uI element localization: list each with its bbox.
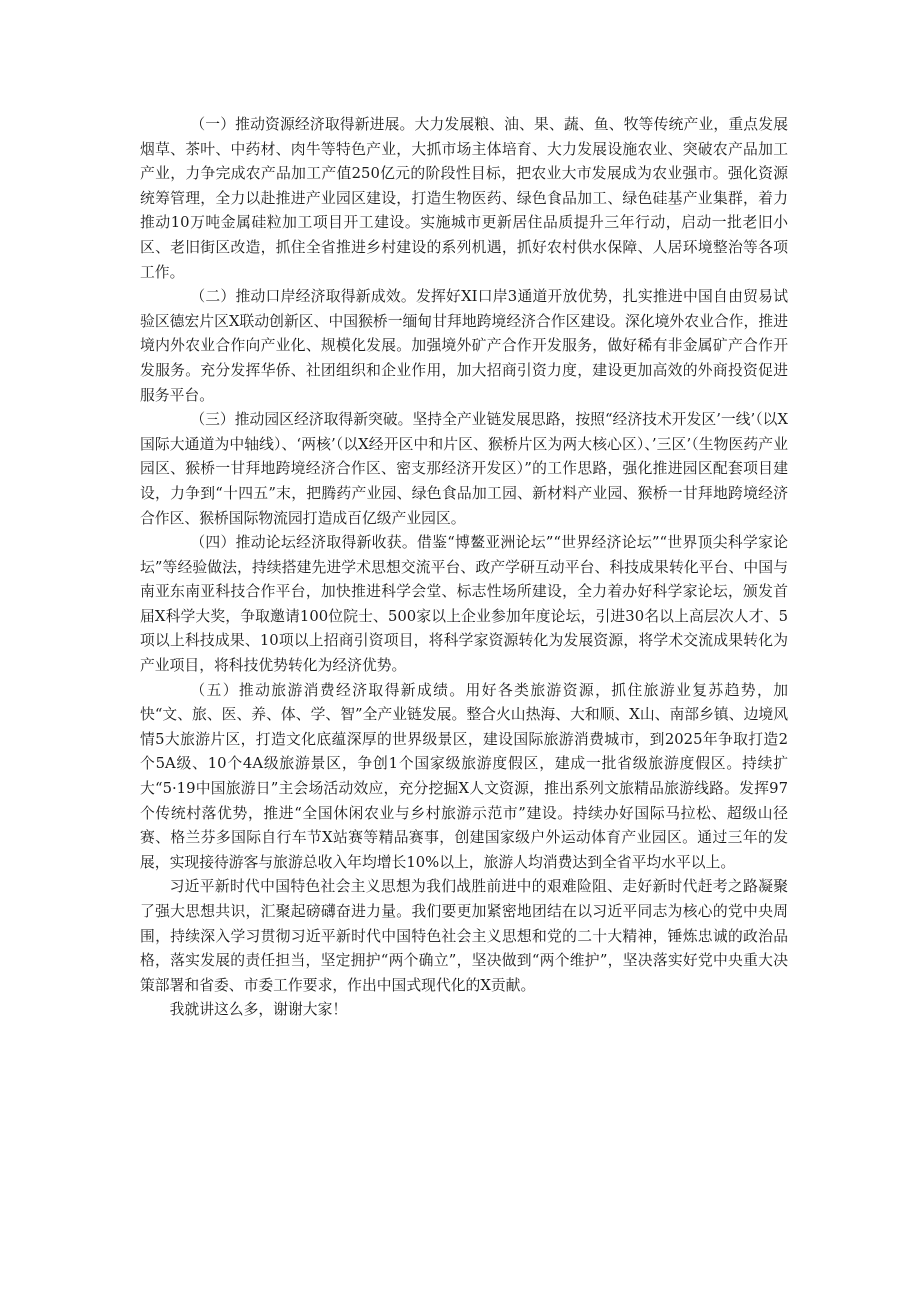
paragraph-section-5: （五）推动旅游消费经济取得新成绩。用好各类旅游资源，抓住旅游业复苏趋势，加快“文、旅、医、养、体、学、智”全产业链发展。整合火山热海、大和顺、X山、南部乡镇、边境风情5大旅游片区，打造文化底蕴深厚的世界级景区，建设国际旅游消费城市，到2025年争取打造2个5A级、10个4A级旅游景区，争创1个国家级旅游度假区，建成一批省级旅游度假区。持续扩大“5·19中国旅游日”主会场活动效应，充分挖掘X人文资源，推出系列文旅精品旅游线路。发挥97个传统村落优势，推进“全国休闲农业与乡村旅游示范市”建设。持续办好国际马拉松、超级山径赛、格兰芬多国际自行车节X站赛等精品赛事，创建国家级户外运动体育产业园区。通过三年的发展，实现接待游客与旅游总收入年均增长10%以上，旅游人均消费达到全省平均水平以上。: [140, 681, 788, 871]
paragraph-closing: 我就讲这么多，谢谢大家！: [169, 1001, 348, 1019]
paragraph-section-4: （四）推动论坛经济取得新收获。借鉴“博鳌亚洲论坛”“世界经济论坛”“世界顶尖科学家论坛”等经验做法，持续搭建先进学术思想交流平台、政产学研互动平台、科技成果转化平台、中国与南亚东南亚科技合作平台，加快推进科学会堂、标志性场所建设，全力着办好科学家论坛，颁发首届X科学大奖，争取邀请100位院士、500家以上企业参加年度论坛，引进30名以上高层次人才、5项以上科技成果、10项以上招商引资项目，将科学家资源转化为发展资源，将学术交流成果转化为产业项目，将科技优势转化为经济优势。: [140, 534, 788, 675]
paragraph-section-1: （一）推动资源经济取得新进展。大力发展粮、油、果、蔬、鱼、牧等传统产业，重点发展烟草、茶叶、中药材、肉牛等特色产业，大抓市场主体培育、大力发展设施农业、突破农产品加工产业，力争完成农产品加工产值250亿元的阶段性目标，把农业大市发展成为农业强市。强化资源统筹管理，全力以赴推进产业园区建设，打造生物医药、绿色食品加工、绿色硅基产业集群，着力推动10万吨金属硅粒加工项目开工建设。实施城市更新居住品质提升三年行动，启动一批老旧小区、老旧街区改造，抓住全省推进乡村建设的系列机遇，抓好农村供水保障、人居环境整治等各项工作。: [140, 116, 788, 281]
paragraph-section-2: （二）推动口岸经济取得新成效。发挥好XI口岸3通道开放优势，扎实推进中国自由贸易试验区德宏片区X联动创新区、中国猴桥一缅甸甘拜地跨境经济合作区建设。深化境外农业合作，推进境内外农业合作向产业化、规模化发展。加强境外矿产合作开发服务，做好稀有非金属矿产合作开发服务。充分发挥华侨、社团组织和企业作用，加大招商引资力度，建设更加高效的外商投资促进服务平台。: [140, 288, 788, 404]
paragraph-section-3: （三）推动园区经济取得新突破。坚持全产业链发展思路，按照“经济技术开发区’一线’（以X国际大通道为中轴线）、‘两核’（以X经开区中和片区、猴桥片区为两大核心区）、’三区’（生物医药产业园区、猴桥一甘拜地跨境经济合作区、密支那经济开发区）”的工作思路，强化推进园区配套项目建设，力争到“十四五”末，把腾药产业园、绿色食品加工园、新材料产业园、猴桥一甘拜地跨境经济合作区、猴桥国际物流园打造成百亿级产业园区。: [140, 411, 788, 527]
paragraph-conclusion: 习近平新时代中国特色社会主义思想为我们战胜前进中的艰难险阻、走好新时代赶考之路凝聚了强大思想共识，汇聚起磅礴奋进力量。我们要更加紧密地团结在以习近平同志为核心的党中央周围，持续深入学习贯彻习近平新时代中国特色社会主义思想和党的二十大精神，锤炼忠诚的政治品格，落实发展的责任担当，坚定拥护“两个确立”，坚决做到“两个维护”，坚决落实好党中央重大决策部署和省委、市委工作要求，作出中国式现代化的X贡献。: [140, 878, 788, 994]
document-body: [140, 113, 788, 1023]
